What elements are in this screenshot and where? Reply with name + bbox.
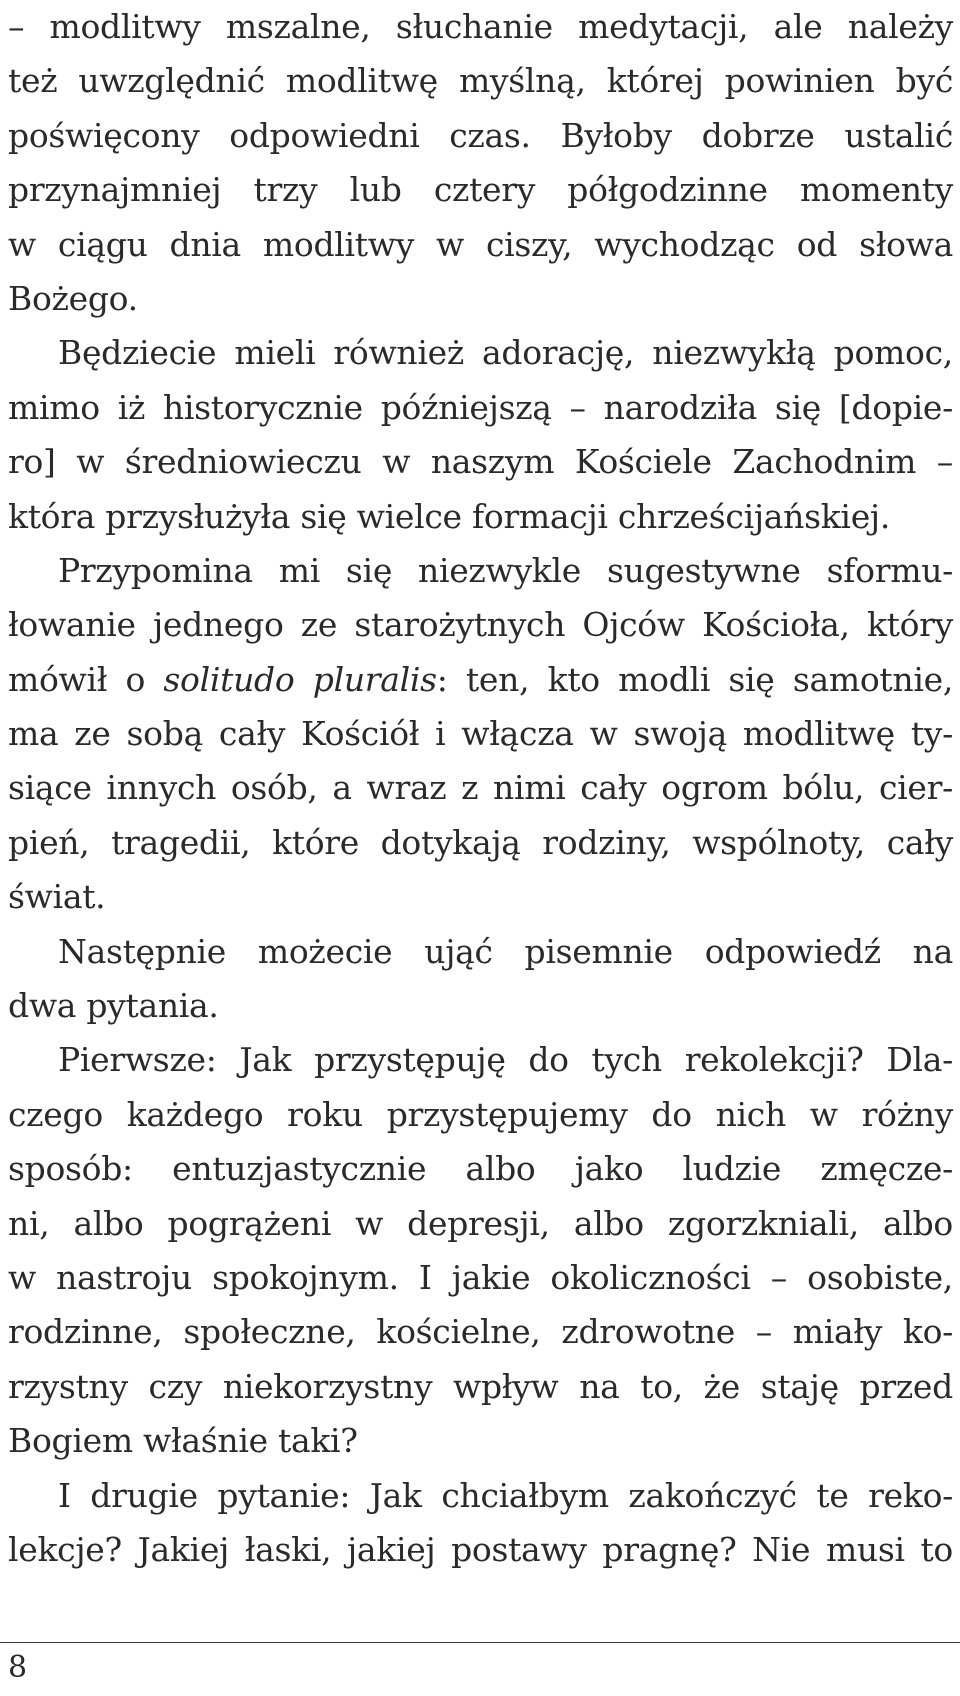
text-line: ma ze sobą cały Kościół i włącza w swoją modlitwę ty- bbox=[8, 714, 953, 754]
latin-phrase: solitudo pluralis bbox=[163, 659, 437, 699]
text-line: która przysłużyła się wielce formacji chrześcijańskiej. bbox=[8, 496, 891, 536]
text-line: świat. bbox=[8, 877, 106, 917]
text-line: w nastroju spokojnym. I jakie okoliczności – osobiste, bbox=[8, 1257, 953, 1297]
text-line: siące innych osób, a wraz z nimi cały ogrom bólu, cier- bbox=[8, 768, 953, 808]
text-line: w ciągu dnia modlitwy w ciszy, wychodząc od słowa bbox=[8, 224, 953, 264]
text-run: : ten, kto modli się samotnie, bbox=[436, 659, 954, 699]
text-line: lekcje? Jakiej łaski, jakiej postawy pragnę? Nie musi to bbox=[8, 1529, 953, 1569]
text-line: dwa pytania. bbox=[8, 986, 219, 1026]
text-line: Będziecie mieli również adorację, niezwykłą pomoc, bbox=[58, 333, 953, 373]
text-line: I drugie pytanie: Jak chciałbym zakończyć te reko- bbox=[58, 1475, 953, 1515]
text-line: – modlitwy mszalne, słuchanie medytacji, ale należy bbox=[8, 7, 953, 46]
text-run: mówił o bbox=[8, 659, 164, 699]
text-line: sposób: entuzjastycznie albo jako ludzie zmęcze- bbox=[8, 1149, 953, 1189]
text-line: czego każdego roku przystępujemy do nich w różny bbox=[8, 1094, 953, 1134]
text-line: rodzinne, społeczne, kościelne, zdrowotne – miały ko- bbox=[8, 1312, 953, 1352]
footer-divider bbox=[0, 1642, 960, 1643]
body-text bbox=[8, 0, 953, 1577]
text-line: mimo iż historycznie późniejszą – narodziła się [dopie- bbox=[8, 387, 953, 427]
text-line: przynajmniej trzy lub cztery półgodzinne momenty bbox=[8, 170, 953, 210]
page-number: 8 bbox=[8, 1650, 28, 1685]
text-line: rzystny czy niekorzystny wpływ na to, że staję przed bbox=[8, 1366, 953, 1406]
text-line: Bożego. bbox=[8, 278, 138, 318]
text-line: ro] w średniowieczu w naszym Kościele Zachodnim – bbox=[8, 442, 953, 482]
text-line: też uwzględnić modlitwę myślną, której powinien być bbox=[8, 61, 953, 101]
text-line: Przypomina mi się niezwykle sugestywne sformu- bbox=[58, 550, 953, 590]
text-line: ni, albo pogrążeni w depresji, albo zgorzkniali, albo bbox=[8, 1203, 953, 1243]
text-line: łowanie jednego ze starożytnych Ojców Kościoła, który bbox=[8, 605, 953, 645]
text-line: pień, tragedii, które dotykają rodziny, wspólnoty, cały bbox=[8, 822, 953, 862]
text-line: Pierwsze: Jak przystępuję do tych rekolekcji? Dla- bbox=[58, 1040, 953, 1080]
text-line: Bogiem właśnie taki? bbox=[8, 1421, 358, 1461]
text-line: poświęcony odpowiedni czas. Byłoby dobrze ustalić bbox=[8, 115, 953, 155]
text-line: Następnie możecie ująć pisemnie odpowiedź na bbox=[58, 931, 953, 971]
text-line-with-italic bbox=[8, 653, 953, 707]
